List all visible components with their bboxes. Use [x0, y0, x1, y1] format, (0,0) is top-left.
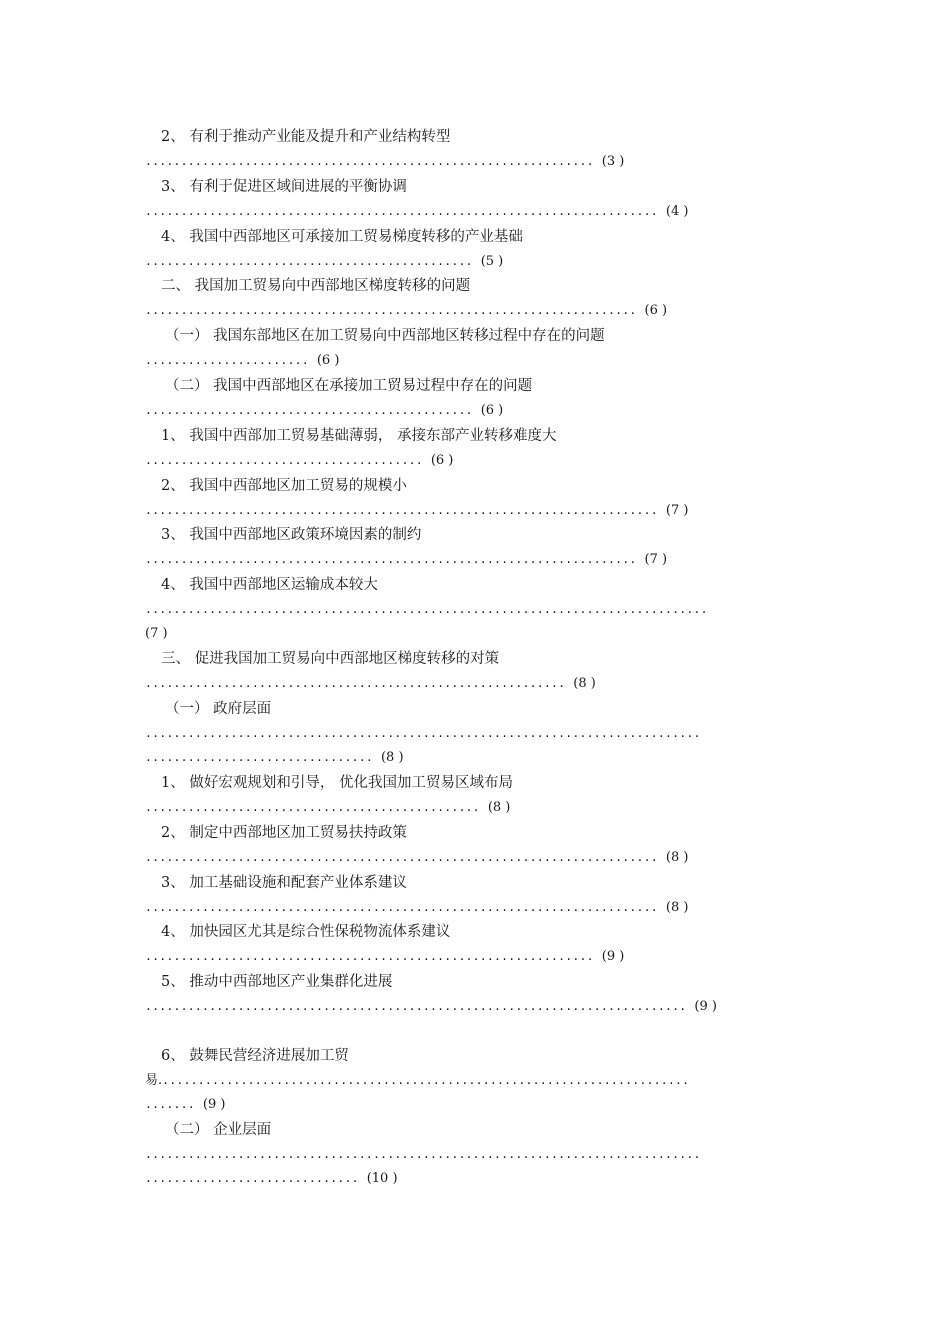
dot-leader: ........................................................................: [145, 899, 658, 914]
toc-entry[interactable]: [145, 872, 825, 922]
toc-entry-title: 二、 我国加工贸易向中西部地区梯度转移的问题: [161, 278, 471, 295]
toc-leader: [145, 995, 717, 1018]
toc-entry-title: 4、 我国中西部地区运输成本较大: [161, 577, 378, 594]
toc-entry-title: （二） 企业层面: [165, 1122, 272, 1139]
toc-entry-title: 3、 加工基础设施和配套产业体系建议: [161, 874, 407, 891]
toc-entry[interactable]: [145, 1119, 825, 1193]
toc-leader: [145, 499, 688, 522]
toc-entry-title: 5、 推动中西部地区产业集群化进展: [161, 974, 393, 991]
dot-leader: .......................................: [145, 452, 423, 467]
toc-entry[interactable]: [145, 425, 825, 475]
toc-page-number: (9 ): [601, 949, 625, 965]
toc-page-number: (5 ): [480, 253, 504, 269]
toc-leader-wrap: [145, 1093, 225, 1116]
toc-leader: [145, 896, 688, 919]
dot-leader: ........................................................................: [145, 502, 658, 517]
dot-leader: .......................: [145, 353, 309, 368]
toc-entry[interactable]: [145, 126, 825, 176]
toc-page-number: (3 ): [601, 154, 625, 169]
toc-entry[interactable]: [145, 971, 825, 1045]
toc-leader: [145, 846, 688, 869]
dot-leader: ............................................................................: [145, 999, 687, 1014]
dot-leader: ...............................................................................: [145, 602, 708, 617]
toc-entry-title: 6、 鼓舞民营经济进展加工贸: [161, 1048, 349, 1065]
dot-leader: ..............................................................................: [145, 725, 701, 740]
toc-entry-title: 三、 促进我国加工贸易向中西部地区梯度转移的对策: [161, 651, 500, 668]
toc-entry[interactable]: [145, 698, 825, 772]
toc-leader: [145, 1143, 701, 1165]
dot-leader: ........................................................................: [145, 203, 658, 218]
toc-entry-title: 3、 我国中西部地区政策环境因素的制约: [161, 527, 422, 544]
toc-entry-title: 2、 制定中西部地区加工贸易扶持政策: [161, 824, 407, 841]
toc-page-number: (8 ): [665, 899, 689, 915]
toc-page-number: (9 ): [694, 999, 717, 1015]
toc-entry[interactable]: [145, 524, 825, 574]
dot-leader: ..........................................................................: [162, 1073, 690, 1088]
toc-wrap-text: 易.: [145, 1073, 163, 1089]
toc-entry[interactable]: [145, 772, 825, 822]
toc-entry-title: 1、 做好宏观规划和引导， 优化我国加工贸易区域布局: [161, 774, 513, 791]
toc-entry-title: （一） 政府层面: [165, 700, 272, 717]
dot-leader: ..............................................: [145, 402, 473, 417]
toc-leader: [145, 598, 708, 620]
toc-leader: [145, 945, 624, 968]
toc-leader-wrap: [145, 1167, 398, 1190]
toc-leader: [145, 200, 688, 223]
toc-page-number: (4 ): [665, 203, 689, 219]
toc-leader: [145, 672, 596, 695]
toc-page-number: (9 ): [202, 1097, 226, 1113]
toc-page-number: (8 ): [487, 799, 511, 815]
toc-page-number: (8 ): [573, 676, 596, 692]
toc-entry[interactable]: [145, 921, 825, 971]
toc-entry[interactable]: [145, 574, 825, 648]
dot-leader: ...........................................................: [145, 676, 566, 691]
toc-leader: [145, 548, 667, 571]
toc-leader: [145, 449, 453, 472]
toc-entry-title: （二） 我国中西部地区在承接加工贸易过程中存在的问题: [165, 377, 533, 394]
toc-page-number: (6 ): [480, 402, 504, 418]
dot-leader: .......: [145, 1097, 195, 1112]
toc-leader-wrap: [145, 622, 168, 645]
toc-page-number: (10 ): [366, 1171, 398, 1187]
toc-entry-title: 1、 我国中西部加工贸易基础薄弱， 承接东部产业转移难度大: [161, 427, 557, 444]
dot-leader: .....................................................................: [145, 303, 637, 318]
toc-entry-title: 2、 有利于推动产业能及提升和产业结构转型: [161, 129, 451, 145]
dot-leader: ..............................: [145, 1171, 359, 1186]
toc-page-number: (8 ): [665, 849, 689, 865]
toc-entry[interactable]: [145, 648, 825, 698]
toc-entry-title: （一） 我国东部地区在加工贸易向中西部地区转移过程中存在的问题: [165, 328, 605, 345]
dot-leader: ...............................................: [145, 799, 480, 814]
toc-leader-wrap: [145, 746, 404, 769]
toc-entry-title: 4、 加快园区尤其是综合性保税物流体系建议: [161, 924, 451, 941]
toc-leader: [145, 796, 510, 819]
toc-leader: [145, 150, 624, 173]
dot-leader: ...............................................................: [145, 949, 594, 964]
toc-leader: [145, 722, 701, 744]
dot-leader: .....................................................................: [145, 552, 637, 567]
toc-leader: [145, 299, 667, 322]
toc-entry[interactable]: [145, 325, 825, 375]
table-of-contents: [145, 126, 825, 1193]
toc-leader: [145, 1069, 689, 1092]
dot-leader: ..............................................................................: [145, 1147, 701, 1162]
toc-entry-title: 4、 我国中西部地区可承接加工贸易梯度转移的产业基础: [161, 228, 523, 245]
toc-page-number: (7 ): [665, 502, 689, 518]
dot-leader: ..............................................: [145, 253, 473, 268]
toc-leader: [145, 250, 503, 273]
toc-entry[interactable]: [145, 226, 825, 276]
dot-leader: ................................: [145, 749, 373, 764]
toc-entry[interactable]: [145, 375, 825, 425]
toc-entry[interactable]: [145, 176, 825, 226]
toc-leader: [145, 349, 339, 372]
toc-page-number: (6 ): [316, 353, 340, 369]
toc-entry[interactable]: [145, 822, 825, 872]
toc-page-number: (6 ): [644, 303, 668, 319]
toc-page-number: (7 ): [644, 552, 668, 568]
toc-entry[interactable]: [145, 275, 825, 325]
dot-leader: ........................................................................: [145, 849, 658, 864]
dot-leader: ...............................................................: [145, 154, 594, 168]
toc-leader: [145, 399, 503, 422]
toc-page-number: (6 ): [430, 452, 454, 468]
toc-entry-title: 2、 我国中西部地区加工贸易的规模小: [161, 477, 407, 494]
toc-entry-title: 3、 有利于促进区域间进展的平衡协调: [161, 178, 407, 195]
toc-entry[interactable]: [145, 1045, 825, 1119]
toc-page-number: (8 ): [380, 749, 404, 765]
toc-page-number: (7 ): [145, 626, 168, 642]
toc-entry[interactable]: [145, 475, 825, 525]
